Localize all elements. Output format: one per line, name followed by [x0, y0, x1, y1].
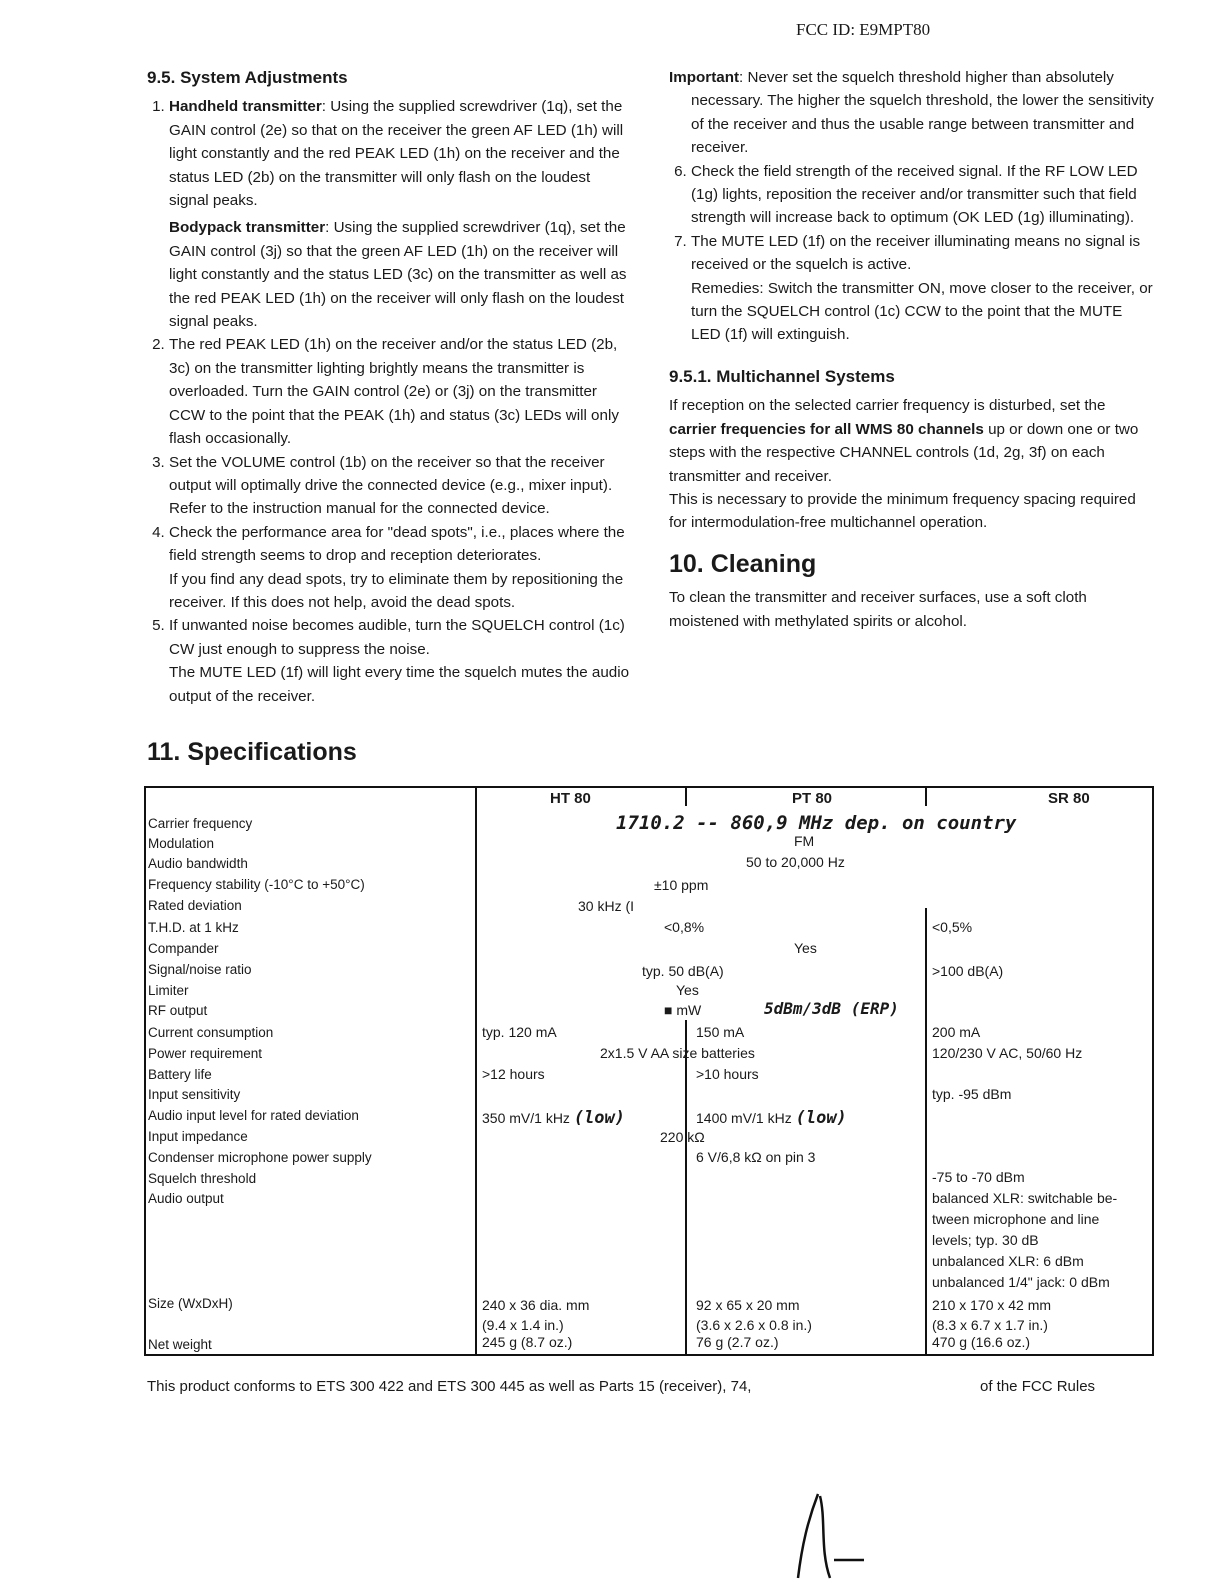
carrier-frequency-value: 1710.2 -- 860,9 MHz dep. on country: [616, 812, 1017, 834]
power-rx-value: 120/230 V AC, 50/60 Hz: [932, 1045, 1083, 1061]
list-item: 7. The MUTE LED (1f) on the receiver illuminating means no signal is received or the squelch is active. Remedies: Switch the transmitter ON, move closer to the receiver, or turn the SQUELCH control (1c) CCW to the point that the MUTE LED (1f) will extinguish.: [691, 230, 1155, 347]
section-heading-10: 10. Cleaning: [669, 549, 817, 578]
cleaning-paragraph: To clean the transmitter and receiver surfaces, use a soft cloth moistened with methylated spirits or alcohol.: [669, 589, 1087, 630]
current-pt-value: 150 mA: [696, 1024, 745, 1040]
important-note: Important: Never set the squelch threshold higher than absolutely necessary. The higher the squelch threshold, the lower the sensitivity of the receiver and thus the usable range between transmitter and receiver.: [669, 69, 1154, 157]
size-pt-value: 92 x 65 x 20 mm (3.6 x 2.6 x 0.8 in.): [696, 1297, 812, 1333]
sensitivity-value: typ. -95 dBm: [932, 1086, 1012, 1102]
spec-row-label: Frequency stability (-10°C to +50°C): [148, 877, 365, 892]
adjustment-list-continued: [669, 160, 1155, 347]
spec-row-label: Audio bandwidth: [148, 856, 248, 871]
specifications-table: [144, 786, 1154, 1356]
spec-row-label: RF output: [148, 1003, 208, 1018]
modulation-value: FM: [794, 833, 815, 849]
limiter-value: Yes: [676, 982, 699, 998]
column-header-ht80: HT 80: [550, 790, 591, 807]
snr-tx-value: typ. 50 dB(A): [642, 963, 724, 979]
left-column: [147, 66, 631, 708]
fcc-id: FCC ID: E9MPT80: [796, 20, 931, 39]
spec-row-label: Modulation: [148, 836, 215, 851]
spec-row-label: Battery life: [148, 1067, 212, 1082]
spec-row-label: T.H.D. at 1 kHz: [148, 920, 239, 935]
compander-value: Yes: [794, 940, 817, 956]
list-item: 1. Handheld transmitter: Using the supplied screwdriver (1q), set the GAIN control (2e) so that on the receiver the green AF LED (1h) will light constantly and the red PEAK LED (1h) on the receiver and the status LED (2b) on the transmitter will only flash on the loudest signal peaks. Bodypack transmitter: Using the supplied screwdriver (1q), set the GAIN control (3j) so that the green AF LED (1h) on the receiver will light constantly and the status LED (3c) on the transmitter as well as the red PEAK LED (1h) on the receiver will only flash on the loudest signal peaks.: [169, 95, 631, 333]
column-header-pt80: PT 80: [792, 790, 833, 807]
current-ht-value: typ. 120 mA: [482, 1024, 557, 1040]
list-item: 4. Check the performance area for "dead spots", i.e., places where the field strength seems to drop and reception deteriorates. If you find any dead spots, try to eliminate them by repositioning the receiver. If this does not help, avoid the dead spots.: [169, 521, 631, 615]
thd-tx-value: <0,8%: [664, 919, 705, 935]
size-sr-value: 210 x 170 x 42 mm (8.3 x 6.7 x 1.7 in.): [932, 1297, 1052, 1333]
right-column: [669, 66, 1155, 633]
conformance-note-end: of the FCC Rules: [980, 1378, 1096, 1395]
impedance-value: 220 kΩ: [660, 1129, 705, 1145]
spec-row-label: Input impedance: [148, 1129, 248, 1144]
conformance-note: This product conforms to ETS 300 422 and ETS 300 445 as well as Parts 15 (receiver), 74,: [147, 1378, 752, 1395]
spec-row-label: Power requirement: [148, 1046, 263, 1061]
audio-input-pt-value: 1400 mV/1 kHz (low): [696, 1108, 847, 1128]
section-heading-11: 11. Specifications: [147, 738, 357, 766]
spec-row-label: Condenser microphone power supply: [148, 1150, 372, 1165]
battery-pt-value: >10 hours: [696, 1066, 759, 1082]
rf-output-handwritten: 5dBm/3dB (ERP): [764, 999, 899, 1018]
squelch-value: -75 to -70 dBm: [932, 1169, 1025, 1185]
stability-value: ±10 ppm: [654, 877, 709, 893]
weight-pt-value: 76 g (2.7 oz.): [696, 1334, 779, 1350]
column-header-sr80: SR 80: [1048, 790, 1090, 807]
spec-row-label: Audio output: [148, 1191, 224, 1206]
battery-ht-value: >12 hours: [482, 1066, 545, 1082]
section-heading-9-5-1: 9.5.1. Multichannel Systems: [669, 366, 895, 386]
spec-row-label: Carrier frequency: [148, 816, 253, 831]
spec-row-label: Compander: [148, 941, 219, 956]
adjustment-list: [147, 95, 631, 708]
list-item: 2. The red PEAK LED (1h) on the receiver and/or the status LED (2b, 3c) on the transmitter lighting brightly means the transmitter is overloaded. Turn the GAIN control (2e) or (3j) on the transmitter CCW to the point that the PEAK (1h) and status (3c) LEDs will only flash occasionally.: [169, 333, 631, 450]
multichannel-paragraph: If reception on the selected carrier frequency is disturbed, set the carrier frequencies for all WMS 80 channels up or down one or two steps with the respective CHANNEL controls (1d, 2g, 3f) on each transmitter and receiver.: [669, 397, 1139, 485]
weight-sr-value: 470 g (16.6 oz.): [932, 1334, 1031, 1350]
audio-input-ht-value: 350 mV/1 kHz (low): [482, 1108, 626, 1128]
section-heading-9-5: 9.5. System Adjustments: [147, 68, 348, 87]
spec-row-label: Signal/noise ratio: [148, 962, 252, 977]
weight-ht-value: 245 g (8.7 oz.): [482, 1334, 573, 1350]
signature-mark: [790, 1490, 880, 1580]
rf-output-value: ■ mW: [664, 1002, 702, 1018]
list-item: 6. Check the field strength of the received signal. If the RF LOW LED (1g) lights, reposition the receiver and/or transmitter such that field strength will increase back to optimum (OK LED (1g) illuminating).: [691, 160, 1155, 230]
condenser-value: 6 V/6,8 kΩ on pin 3: [696, 1149, 816, 1165]
spec-row-label: Net weight: [148, 1337, 212, 1352]
list-item: 5. If unwanted noise becomes audible, turn the SQUELCH control (1c) CW just enough to suppress the noise. The MUTE LED (1f) will light every time the squelch mutes the audio output of the receiver.: [169, 614, 631, 708]
list-item: 3. Set the VOLUME control (1b) on the receiver so that the receiver output will optimally drive the connected device (e.g., mixer input). Refer to the instruction manual for the connected device.: [169, 451, 631, 521]
spec-row-label: Size (WxDxH): [148, 1296, 233, 1311]
audio-output-value: balanced XLR: switchable be- tween microphone and line levels; typ. 30 dB unbalanced XLR: 6 dBm unbalanced 1/4" jack: 0 dBm: [932, 1190, 1118, 1290]
bandwidth-value: 50 to 20,000 Hz: [746, 854, 845, 870]
deviation-value: 30 kHz (I: [578, 898, 635, 914]
power-tx-value: 2x1.5 V AA size batteries: [600, 1045, 755, 1061]
multichannel-note: This is necessary to provide the minimum frequency spacing required for intermodulation-free multichannel operation.: [669, 490, 1136, 532]
spec-row-label: Current consumption: [148, 1025, 274, 1040]
spec-row-label: Limiter: [148, 983, 189, 998]
spec-row-label: Input sensitivity: [148, 1087, 241, 1102]
current-sr-value: 200 mA: [932, 1024, 981, 1040]
spec-row-label: Audio input level for rated deviation: [148, 1108, 359, 1123]
snr-rx-value: >100 dB(A): [932, 963, 1004, 979]
size-ht-value: 240 x 36 dia. mm (9.4 x 1.4 in.): [482, 1297, 590, 1333]
thd-rx-value: <0,5%: [932, 919, 973, 935]
spec-row-label: Rated deviation: [148, 898, 242, 913]
spec-row-label: Squelch threshold: [148, 1171, 257, 1186]
